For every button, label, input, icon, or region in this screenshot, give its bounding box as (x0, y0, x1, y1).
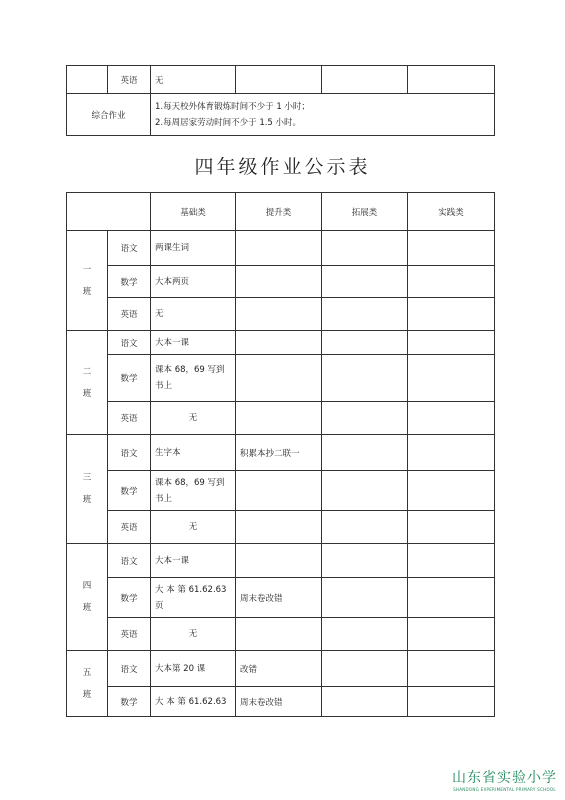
improve-cell: 周末卷改错 (236, 578, 322, 618)
practice-cell (408, 266, 495, 298)
header-improve: 提升类 (236, 193, 322, 231)
basic-line: 书上 (155, 381, 173, 391)
header-basic: 基础类 (151, 193, 236, 231)
class-name (67, 331, 108, 435)
basic-cell (151, 618, 236, 651)
extend-cell (322, 266, 408, 298)
subject-label: 数学 (108, 355, 151, 402)
class-name-char: 班 (82, 603, 92, 613)
practice-cell (408, 618, 495, 651)
subject-label: 数学 (108, 471, 151, 511)
subject-label: 英语 (108, 66, 151, 94)
basic-line: 大本两页 (155, 276, 190, 287)
subject-label: 英语 (108, 511, 151, 544)
class-name-char: 五 (82, 667, 92, 678)
basic-line: 无 (188, 629, 198, 639)
basic-cell (151, 435, 236, 471)
improve-cell (236, 355, 322, 402)
comprehensive-line: 2.每周居家劳动时间不少于 1.5 小时。 (155, 117, 302, 128)
practice-cell (408, 231, 495, 266)
basic-line: 页 (155, 600, 164, 611)
improve-cell (236, 298, 322, 331)
extend-cell (322, 687, 408, 717)
school-logo (452, 767, 557, 792)
basic-line: 大本第 20 课 (155, 663, 206, 674)
basic-line: 无 (188, 413, 198, 423)
logo-en: SHANDONG EXPERIMENTAL PRIMARY SCHOOL (453, 787, 556, 792)
logo-cn: 山东省实验小学 (452, 770, 557, 786)
table-row (67, 651, 495, 687)
practice-cell (408, 471, 495, 511)
basic-line: 书上 (155, 493, 173, 504)
table-row (67, 298, 495, 331)
basic-line: 大 本 第 61.62.63 (155, 696, 227, 707)
class-name (67, 544, 108, 651)
practice-cell (408, 402, 495, 435)
basic-cell (151, 687, 236, 717)
extend-cell (322, 618, 408, 651)
basic-cell (151, 511, 236, 544)
table-row (67, 355, 495, 402)
class-name-char: 班 (82, 286, 92, 297)
table-row (67, 231, 495, 266)
subject-label: 语文 (108, 331, 151, 355)
basic-cell (151, 298, 236, 331)
class-name-char: 班 (82, 388, 92, 399)
subject-label: 数学 (108, 266, 151, 298)
basic-line: 两课生词 (155, 243, 190, 253)
class-name-char: 二 (82, 366, 92, 377)
extend-cell (322, 355, 408, 402)
subject-label: 语文 (108, 651, 151, 687)
basic-cell (151, 266, 236, 298)
extend-cell (322, 511, 408, 544)
basic-line: 课本 68，69 写到 (155, 365, 225, 375)
basic-line: 无 (155, 309, 164, 319)
comprehensive-content (151, 94, 495, 136)
table-row (67, 266, 495, 298)
subject-label: 英语 (108, 402, 151, 435)
table-row (67, 402, 495, 435)
improve-cell: 周末卷改错 (236, 687, 322, 717)
subject-label: 语文 (108, 435, 151, 471)
table-row (67, 687, 495, 717)
basic-line: 大本一课 (155, 555, 190, 566)
class-name (67, 435, 108, 544)
basic-cell (151, 471, 236, 511)
basic-cell (151, 651, 236, 687)
table-row (67, 471, 495, 511)
extend-cell (322, 651, 408, 687)
basic-line: 课本 68，69 写到 (155, 477, 225, 488)
class-name (67, 231, 108, 331)
subject-label: 数学 (108, 578, 151, 618)
practice-cell (408, 651, 495, 687)
table-row (67, 331, 495, 355)
basic-cell (151, 578, 236, 618)
improve-cell (236, 231, 322, 266)
table-row (67, 578, 495, 618)
table-row (67, 435, 495, 471)
improve-cell (236, 331, 322, 355)
improve-cell: 积累本抄二联一 (236, 435, 322, 471)
practice-cell (408, 355, 495, 402)
class-name (67, 651, 108, 717)
extend-cell (322, 298, 408, 331)
practice-cell (408, 578, 495, 618)
header-row (67, 193, 495, 231)
class-name-char: 班 (82, 689, 92, 700)
header-extend: 拓展类 (322, 193, 408, 231)
practice-cell (408, 687, 495, 717)
subject-label: 数学 (108, 687, 151, 717)
table-row (67, 511, 495, 544)
class-name-char: 四 (82, 581, 92, 591)
basic-line: 大本一课 (155, 337, 190, 348)
extend-cell (322, 435, 408, 471)
subject-label: 英语 (108, 298, 151, 331)
extend-cell (322, 578, 408, 618)
class-name-char: 三 (82, 473, 92, 483)
improve-cell (236, 511, 322, 544)
class-name-char: 班 (82, 495, 92, 505)
practice-cell (408, 298, 495, 331)
extend-cell (322, 331, 408, 355)
improve-cell (236, 544, 322, 578)
class-name-char: 一 (82, 264, 92, 275)
extend-cell (322, 402, 408, 435)
subject-label: 语文 (108, 544, 151, 578)
basic-cell (151, 544, 236, 578)
basic-line: 无 (188, 522, 198, 532)
top-table (66, 65, 495, 136)
extend-cell (322, 544, 408, 578)
basic-line: 生字本 (155, 447, 181, 458)
table-row (67, 94, 495, 136)
comprehensive-label: 综合作业 (67, 94, 151, 136)
extend-cell (322, 471, 408, 511)
improve-cell: 改错 (236, 651, 322, 687)
table-row (67, 618, 495, 651)
comprehensive-line: 1.每天校外体育锻炼时间不少于 1 小时； (155, 101, 310, 112)
basic-cell: 无 (151, 66, 236, 94)
improve-cell (236, 402, 322, 435)
basic-cell (151, 331, 236, 355)
improve-cell (236, 471, 322, 511)
practice-cell (408, 331, 495, 355)
practice-cell (408, 544, 495, 578)
improve-cell (236, 618, 322, 651)
practice-cell (408, 511, 495, 544)
improve-cell (236, 266, 322, 298)
subject-label: 语文 (108, 231, 151, 266)
table-row (67, 544, 495, 578)
header-practice: 实践类 (408, 193, 495, 231)
practice-cell (408, 435, 495, 471)
page-title: 四年级作业公示表 (194, 156, 371, 178)
subject-label: 英语 (108, 618, 151, 651)
homework-table (66, 192, 495, 717)
basic-line: 大 本 第 61.62.63 (155, 584, 227, 595)
extend-cell (322, 231, 408, 266)
basic-cell (151, 231, 236, 266)
table-row (67, 66, 495, 94)
basic-cell (151, 355, 236, 402)
basic-cell (151, 402, 236, 435)
